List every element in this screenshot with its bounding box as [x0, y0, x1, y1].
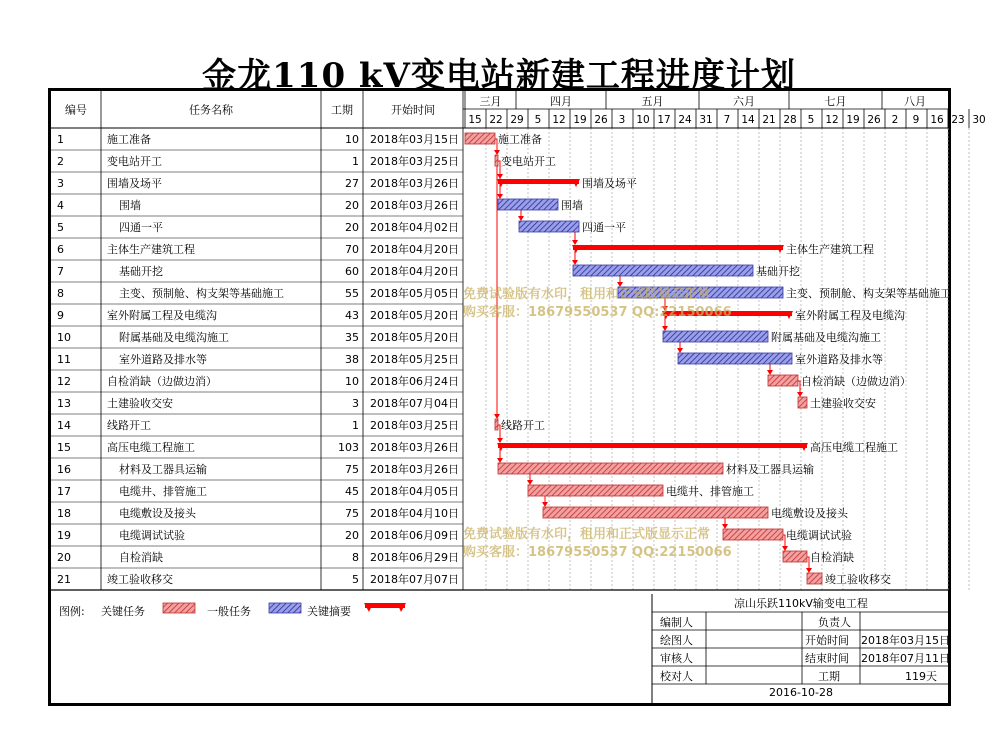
task-name: 土建验收交安 — [107, 397, 173, 410]
bar-label: 自检消缺 — [810, 551, 854, 564]
day-tick-label: 28 — [783, 114, 797, 126]
task-duration: 43 — [345, 309, 359, 322]
day-tick-label: 29 — [510, 114, 524, 126]
dependency-link — [500, 447, 807, 461]
critical-task-bar — [663, 331, 768, 342]
dependency-arrow — [662, 326, 668, 331]
dependency-arrow — [797, 392, 803, 397]
info-responsible: 负责人 — [818, 616, 851, 629]
task-start: 2018年05月20日 — [370, 331, 459, 344]
task-start: 2018年03月26日 — [370, 441, 459, 454]
bar-label: 基础开挖 — [756, 265, 800, 278]
legend — [59, 603, 85, 619]
info-date: 2016-10-28 — [769, 686, 833, 699]
task-name: 施工准备 — [107, 133, 151, 146]
bar-label: 附属基础及电缆沟施工 — [771, 331, 881, 344]
task-id: 12 — [57, 375, 71, 388]
day-tick-label: 2 — [891, 114, 899, 126]
task-duration: 1 — [352, 419, 359, 432]
task-duration: 5 — [352, 573, 359, 586]
legend-general-swatch — [163, 603, 195, 613]
general-task-bar — [495, 419, 498, 430]
task-id: 17 — [57, 485, 71, 498]
day-tick-label: 5 — [807, 114, 815, 126]
month-label: 三月 — [479, 95, 502, 108]
critical-task-bar — [519, 221, 579, 232]
legend-label: 图例: — [59, 605, 85, 618]
task-duration: 20 — [345, 199, 359, 212]
day-tick-label: 16 — [930, 114, 944, 126]
task-id: 8 — [57, 287, 64, 300]
task-start: 2018年04月10日 — [370, 507, 459, 520]
task-start: 2018年07月04日 — [370, 397, 459, 410]
task-duration: 20 — [345, 529, 359, 542]
day-tick-label: 14 — [741, 114, 755, 126]
task-id: 13 — [57, 397, 71, 410]
general-task-bar — [807, 573, 822, 584]
task-id: 2 — [57, 155, 64, 168]
bar-label: 电缆敷设及接头 — [771, 507, 848, 520]
task-start: 2018年04月02日 — [370, 221, 459, 234]
task-name: 电缆敷设及接头 — [119, 507, 196, 520]
task-start: 2018年05月20日 — [370, 309, 459, 322]
summary-bar — [573, 245, 783, 250]
info-reviewed-by: 审核人 — [660, 652, 693, 665]
page-title: 金龙110 kV变电站新建工程进度计划 — [202, 56, 796, 96]
task-start: 2018年04月20日 — [370, 243, 459, 256]
info-drawn-by: 绘图人 — [660, 634, 693, 647]
header-label: 工期 — [331, 103, 353, 117]
bar-label: 主体生产建筑工程 — [786, 243, 874, 256]
critical-task-bar — [678, 353, 792, 364]
watermark-line2: 购买客服：18679550537 QQ:22150066 — [463, 305, 732, 320]
task-duration: 8 — [352, 551, 359, 564]
dependency-link — [575, 249, 783, 263]
dependency-arrow — [494, 150, 500, 155]
task-duration: 55 — [345, 287, 359, 300]
general-task-bar — [543, 507, 768, 518]
task-start: 2018年03月25日 — [370, 419, 459, 432]
task-name: 室外道路及排水等 — [119, 353, 207, 366]
task-start: 2018年03月25日 — [370, 155, 459, 168]
bar-label: 电缆井、排管施工 — [666, 485, 754, 498]
dependency-arrow — [497, 194, 503, 199]
day-tick-label: 22 — [489, 114, 503, 126]
day-tick-label: 24 — [678, 114, 692, 126]
task-id: 10 — [57, 331, 71, 344]
task-start: 2018年06月09日 — [370, 529, 459, 542]
task-start: 2018年07月07日 — [370, 573, 459, 586]
dependency-arrow — [518, 216, 524, 221]
bar-label: 自检消缺（边做边消） — [801, 375, 911, 388]
info-duration-label: 工期 — [818, 670, 840, 683]
task-start: 2018年05月05日 — [370, 287, 459, 300]
bar-label: 围墙 — [561, 199, 583, 212]
summary-bar — [498, 179, 579, 184]
day-tick-label: 12 — [552, 114, 566, 126]
bar-label: 主变、预制舱、构支架等基础施工 — [786, 287, 951, 300]
day-tick-label: 7 — [723, 114, 731, 126]
dependency-arrow — [782, 546, 788, 551]
watermark-line1: 免费试验版有水印，租用和正式版显示正常 — [463, 527, 711, 542]
dependency-arrow — [722, 524, 728, 529]
watermark-line1: 免费试验版有水印，租用和正式版显示正常 — [463, 287, 711, 302]
task-id: 11 — [57, 353, 71, 366]
info-start-value: 2018年03月15日 — [861, 634, 950, 647]
task-id: 7 — [57, 265, 64, 278]
task-id: 18 — [57, 507, 71, 520]
task-id: 21 — [57, 573, 71, 586]
month-label: 七月 — [824, 95, 847, 108]
task-duration: 60 — [345, 265, 359, 278]
legend-critical-swatch — [269, 603, 301, 613]
task-id: 19 — [57, 529, 71, 542]
bar-label: 四通一平 — [582, 221, 626, 234]
day-tick-label: 31 — [699, 114, 713, 126]
day-tick-label: 21 — [762, 114, 776, 126]
bar-label: 室外附属工程及电缆沟 — [795, 309, 905, 322]
task-start: 2018年05月25日 — [370, 353, 459, 366]
bar-label: 竣工验收移交 — [825, 573, 891, 586]
day-tick-label: 26 — [867, 114, 881, 126]
day-tick-label: 19 — [573, 114, 587, 126]
bar-label: 土建验收交安 — [810, 397, 876, 410]
info-end-label: 结束时间 — [805, 652, 849, 665]
info-project: 凉山乐跃110kV输变电工程 — [734, 597, 868, 610]
info-duration-value: 119天 — [905, 670, 937, 683]
bar-label: 线路开工 — [501, 419, 545, 432]
day-tick-label: 5 — [534, 114, 542, 126]
task-name: 主体生产建筑工程 — [107, 243, 195, 256]
task-duration: 10 — [345, 375, 359, 388]
task-name: 电缆调试试验 — [119, 529, 185, 542]
dependency-arrow — [677, 348, 683, 353]
task-duration: 35 — [345, 331, 359, 344]
task-name: 围墙 — [119, 199, 141, 212]
info-end-value: 2018年07月11日 — [861, 652, 950, 665]
day-tick-label: 19 — [846, 114, 860, 126]
task-id: 6 — [57, 243, 64, 256]
bar-label: 变电站开工 — [501, 155, 556, 168]
header-label: 编号 — [65, 103, 87, 117]
dependency-arrow — [497, 458, 503, 463]
bar-label: 室外道路及排水等 — [795, 353, 883, 366]
task-start: 2018年03月26日 — [370, 177, 459, 190]
gantt-chart — [51, 91, 986, 703]
task-name: 材料及工器具运输 — [119, 463, 207, 476]
task-duration: 20 — [345, 221, 359, 234]
general-task-bar — [465, 133, 495, 144]
general-task-bar — [495, 155, 498, 166]
task-id: 4 — [57, 199, 64, 212]
header-label: 开始时间 — [391, 103, 435, 117]
general-task-bar — [498, 463, 723, 474]
month-label: 六月 — [733, 95, 755, 108]
general-task-bar — [723, 529, 783, 540]
info-prepared-by: 编制人 — [660, 616, 693, 629]
task-name: 电缆井、排管施工 — [119, 485, 207, 498]
dependency-arrow — [542, 502, 548, 507]
task-duration: 38 — [345, 353, 359, 366]
task-id: 5 — [57, 221, 64, 234]
dependency-arrow — [494, 414, 500, 419]
day-tick-label: 3 — [618, 114, 626, 126]
legend-critical-text: 关键任务 — [101, 605, 145, 618]
general-task-bar — [528, 485, 663, 496]
task-id: 9 — [57, 309, 64, 322]
task-name: 附属基础及电缆沟施工 — [119, 331, 229, 344]
task-duration: 10 — [345, 133, 359, 146]
general-task-bar — [798, 397, 807, 408]
bar-label: 高压电缆工程施工 — [810, 441, 898, 454]
task-name: 主变、预制舱、构支架等基础施工 — [119, 287, 284, 300]
info-checked-by: 校对人 — [660, 670, 693, 683]
bar-label: 围墙及场平 — [582, 177, 637, 190]
month-label: 五月 — [641, 95, 664, 108]
bar-label: 材料及工器具运输 — [726, 463, 814, 476]
watermark-line2: 购买客服：18679550537 QQ:22150066 — [463, 545, 732, 560]
task-duration: 70 — [345, 243, 359, 256]
month-label: 四月 — [550, 95, 572, 108]
day-tick-label: 15 — [468, 114, 482, 126]
critical-task-bar — [498, 199, 558, 210]
task-start: 2018年04月05日 — [370, 485, 459, 498]
dependency-arrow — [497, 438, 503, 443]
critical-task-bar — [573, 265, 753, 276]
day-tick-label: 17 — [657, 114, 671, 126]
legend-summary-text: 关键摘要 — [307, 605, 351, 618]
task-name: 自检消缺 — [119, 551, 163, 564]
general-task-bar — [783, 551, 807, 562]
task-start: 2018年03月26日 — [370, 463, 459, 476]
day-tick-label: 26 — [594, 114, 608, 126]
task-name: 高压电缆工程施工 — [107, 441, 195, 454]
task-id: 1 — [57, 133, 64, 146]
legend-general-text: 一般任务 — [207, 605, 251, 618]
task-start: 2018年06月29日 — [370, 551, 459, 564]
dependency-arrow — [572, 240, 578, 245]
day-tick-label: 9 — [912, 114, 920, 126]
task-duration: 103 — [338, 441, 359, 454]
task-duration: 27 — [345, 177, 359, 190]
summary-bar — [498, 443, 807, 448]
task-name: 竣工验收移交 — [107, 573, 173, 586]
gantt-frame — [48, 88, 986, 706]
task-id: 14 — [57, 419, 71, 432]
task-start: 2018年06月24日 — [370, 375, 459, 388]
task-name: 自检消缺（边做边消） — [107, 375, 217, 388]
task-duration: 45 — [345, 485, 359, 498]
task-start: 2018年03月26日 — [370, 199, 459, 212]
day-tick-label: 10 — [636, 114, 650, 126]
day-tick-label: 23 — [951, 114, 965, 126]
task-duration: 75 — [345, 463, 359, 476]
month-label: 八月 — [904, 95, 926, 108]
header-label: 任务名称 — [189, 103, 233, 117]
dependency-arrow — [767, 370, 773, 375]
task-duration: 1 — [352, 155, 359, 168]
day-tick-label: 30 — [972, 114, 986, 126]
dependency-arrow — [806, 568, 812, 573]
task-start: 2018年03月15日 — [370, 133, 459, 146]
day-tick-label: 12 — [825, 114, 839, 126]
task-duration: 75 — [345, 507, 359, 520]
bar-label: 施工准备 — [498, 133, 542, 146]
task-id: 15 — [57, 441, 71, 454]
task-duration: 3 — [352, 397, 359, 410]
task-start: 2018年04月20日 — [370, 265, 459, 278]
task-id: 20 — [57, 551, 71, 564]
task-id: 16 — [57, 463, 71, 476]
general-task-bar — [768, 375, 798, 386]
task-name: 变电站开工 — [107, 155, 162, 168]
task-name: 基础开挖 — [119, 265, 163, 278]
info-start-label: 开始时间 — [805, 634, 849, 647]
task-name: 围墙及场平 — [107, 177, 162, 190]
dependency-arrow — [572, 260, 578, 265]
task-name: 线路开工 — [107, 419, 151, 432]
bar-label: 电缆调试试验 — [786, 529, 852, 542]
task-name: 四通一平 — [119, 221, 163, 234]
task-id: 3 — [57, 177, 64, 190]
task-name: 室外附属工程及电缆沟 — [107, 309, 217, 322]
